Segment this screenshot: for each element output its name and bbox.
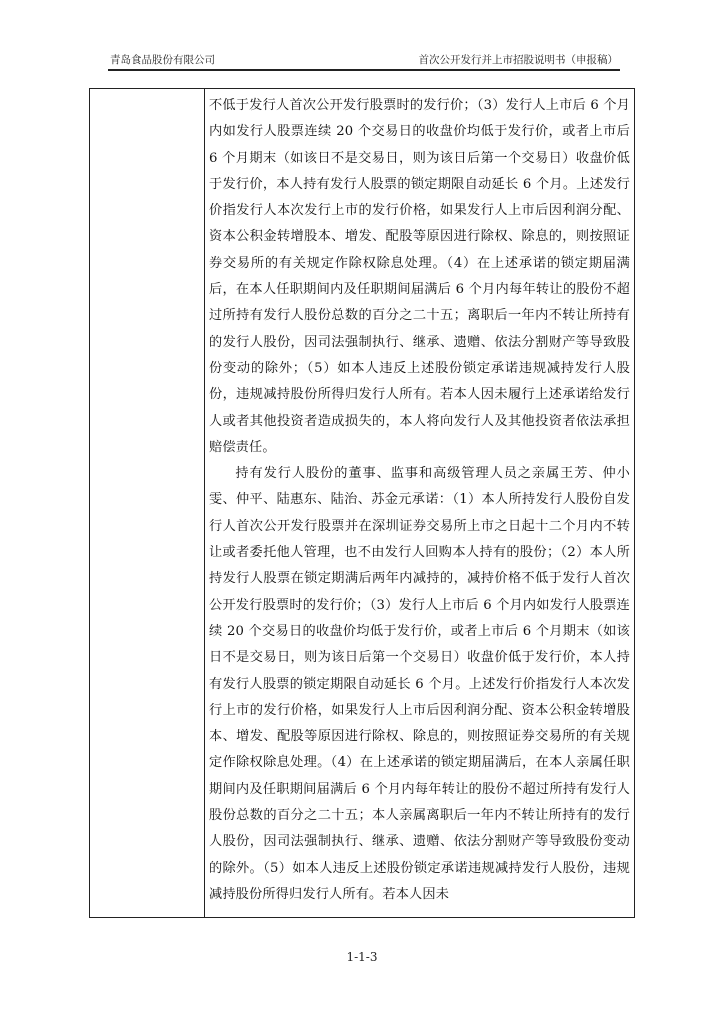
paragraph-relatives-commitment: 持有发行人股份的董事、监事和高级管理人员之亲属王芳、仲小雯、仲平、陆惠东、陆治、苏金元承诺：（1）本人所持发行人股份自发行人首次公开发行股票并在深圳证券交易所上市之日起十二个月内不转让或者委托他人管理，也不由发行人回购本人持有的股份；（2）本人所持发行人股票在锁定期满后两年内减持的，减持价格不低于发行人首次公开发行股票时的发行价；（3）发行人上市后 6 个月内如发行人股票连续 20 个交易日的收盘价均低于发行价，或者上市后 6 个月期末（如该日不是交易日，则为该日后第一个交易日）收盘价低于发行价，本人持有发行人股票的锁定期限自动延长 6 个月。上述发行价指发行人本次发行上市的发行价格，如果发行人上市后因利润分配、资本公积金转增股本、增发、配股等原因进行除权、除息的，则按照证券交易所的有关规定作除权除息处理。（4）在上述承诺的锁定期届满后，在本人亲属任职期间内及任职期间届满后 6 个月内每年转让的股份不超过所持有发行人股份总数的百分之二十五；本人亲属离职后一年内不转让所持有的发行人股份，因司法强制执行、继承、遗赠、依法分割财产等导致股份变动的除外。（5）如本人违反上述股份锁定承诺违规减持发行人股份，违规减持股份所得归发行人所有。若本人因未 bbox=[209, 466, 630, 902]
header-document-title: 首次公开发行并上市招股说明书（申报稿） bbox=[418, 54, 618, 66]
table-right-cell bbox=[205, 89, 634, 917]
table-left-cell bbox=[90, 89, 205, 917]
page-number: 1-1-3 bbox=[346, 950, 378, 964]
commitment-table bbox=[89, 88, 635, 918]
paragraph-continuation: 不低于发行人首次公开发行股票时的发行价；（3）发行人上市后 6 个月内如发行人股票连续 20 个交易日的收盘价均低于发行价，或者上市后 6 个月期末（如该日不是交易日，则为该日后第一个交易日）收盘价低于发行价，本人持有发行人股票的锁定期限自动延长 6 个月。上述发行价指发行人本次发行上市的发行价格，如果发行人上市后因利润分配、资本公积金转增股本、增发、配股等原因进行除权、除息的，则按照证券交易所的有关规定作除权除息处理。（4）在上述承诺的锁定期届满后，在本人任职期间内及任职期间届满后 6 个月内每年转让的股份不超过所持有发行人股份总数的百分之二十五；离职后一年内不转让所持有的发行人股份，因司法强制执行、继承、遗赠、依法分割财产等导致股份变动的除外；（5）如本人违反上述股份锁定承诺违规减持发行人股份，违规减持股份所得归发行人所有。若本人因未履行上述承诺给发行人或者其他投资者造成损失的，本人将向发行人及其他投资者依法承担赔偿责任。 bbox=[209, 98, 630, 455]
header-company-name: 青岛食品股份有限公司 bbox=[110, 54, 215, 66]
page-header bbox=[110, 52, 618, 68]
header-divider bbox=[108, 69, 620, 71]
